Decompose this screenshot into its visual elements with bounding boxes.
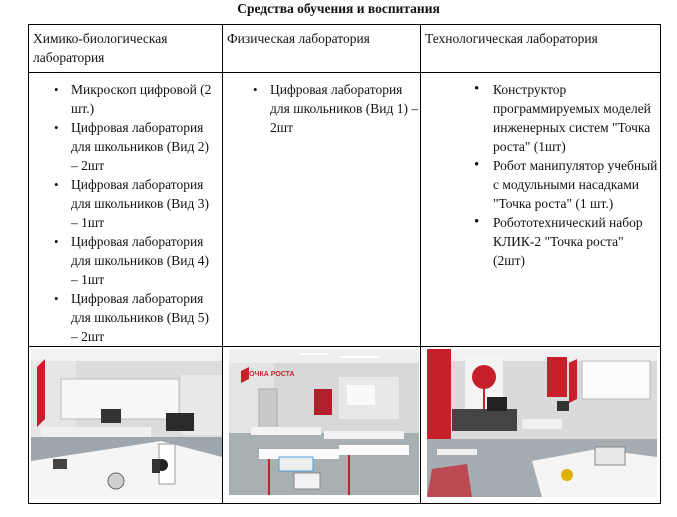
brand-logo-text: ТОЧКА РОСТА	[245, 371, 295, 378]
list-item: • Цифровая лаборатория для школьников (Вид 2) – 2шт	[71, 118, 219, 175]
page-title: Средства обучения и воспитания	[237, 1, 440, 16]
chem-bio-list	[71, 80, 219, 346]
list-item: • Цифровая лаборатория для школьников (Вид 3) – 1шт	[71, 175, 219, 232]
header-row	[29, 25, 661, 73]
list-item: • Робототехнический набор КЛИК-2 "Точка роста" (2шт)	[493, 213, 658, 270]
physics-lab-photo	[229, 349, 419, 495]
list-item: • Цифровая лаборатория для школьников (Вид 5) – 2шт	[71, 289, 219, 346]
list-item: • Цифровая лаборатория для школьников (Вид 4) – 1шт	[71, 232, 219, 289]
list-item: • Цифровая лаборатория для школьников (Вид 1) – 2шт	[270, 80, 420, 137]
header-physics: Физическая лаборатория	[227, 31, 370, 46]
items-row	[29, 73, 661, 347]
physics-list	[270, 80, 420, 137]
list-item: • Конструктор программируемых моделей инженерных систем "Точка роста" (1шт)	[493, 80, 658, 156]
photos-row	[29, 347, 661, 504]
header-chem-bio: Химико-биологическая лаборатория	[33, 31, 168, 65]
equipment-table	[28, 24, 661, 504]
header-technology: Технологическая лаборатория	[425, 31, 598, 46]
list-item: • Микроскоп цифровой (2 шт.)	[71, 80, 219, 118]
chem-bio-lab-photo	[31, 349, 222, 499]
technology-list	[493, 80, 658, 270]
technology-lab-photo	[427, 349, 657, 497]
list-item: • Робот манипулятор учебный с модульными насадками "Точка роста" (1 шт.)	[493, 156, 658, 213]
